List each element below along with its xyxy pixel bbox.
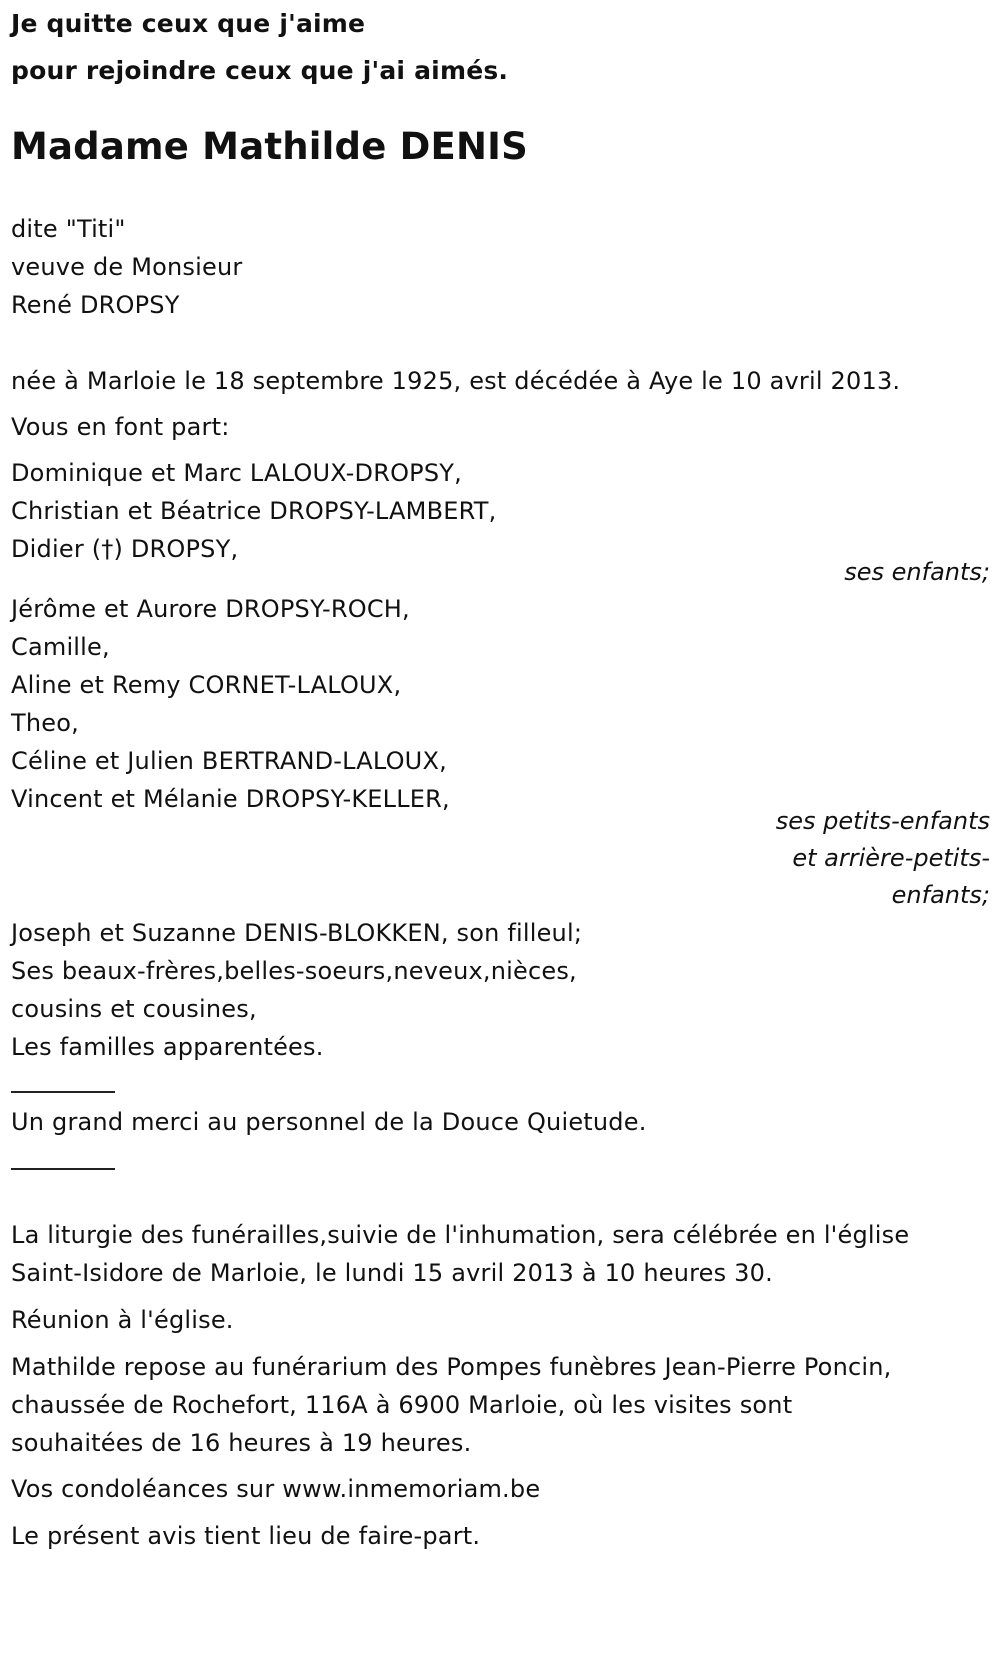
grandchild-name: Vincent et Mélanie DROPSY-KELLER,: [11, 785, 450, 813]
ceremony-line-1: La liturgie des funérailles,suivie de l'inhumation, sera célébrée en l'église: [11, 1221, 910, 1249]
condolences-text: Vos condoléances sur www.inmemoriam.be: [11, 1475, 541, 1503]
child-name: Dominique et Marc LALOUX-DROPSY,: [11, 459, 462, 487]
other-relatives-line: Joseph et Suzanne DENIS-BLOKKEN, son filleul;: [11, 919, 583, 947]
grandchild-name: Camille,: [11, 633, 110, 661]
birth-death-text: née à Marloie le 18 septembre 1925, est décédée à Aye le 10 avril 2013.: [11, 367, 901, 395]
widow-of-line-2: René DROPSY: [11, 291, 180, 319]
widow-of-line-1: veuve de Monsieur: [11, 253, 243, 281]
child-name: Didier (†) DROPSY,: [11, 535, 239, 563]
separator-rule: [11, 1168, 115, 1170]
announcement-intro: Vous en font part:: [11, 413, 230, 441]
thanks-text: Un grand merci au personnel de la Douce Quietude.: [11, 1108, 647, 1136]
quote-line-2: pour rejoindre ceux que j'ai aimés.: [11, 56, 509, 85]
funeral-home-line-1: Mathilde repose au funérarium des Pompes funèbres Jean-Pierre Poncin,: [11, 1353, 892, 1381]
meeting-text: Réunion à l'église.: [11, 1306, 234, 1334]
grandchild-name: Theo,: [11, 709, 79, 737]
quote-line-1: Je quitte ceux que j'aime: [11, 9, 366, 38]
deceased-name: Madame Mathilde DENIS: [11, 125, 528, 168]
grandchildren-label-line: enfants;: [891, 881, 990, 909]
separator-rule: [11, 1091, 115, 1093]
grandchildren-label-line: ses petits-enfants: [775, 807, 990, 835]
funeral-home-line-3: souhaitées de 16 heures à 19 heures.: [11, 1429, 472, 1457]
deceased-nickname: dite "Titi": [11, 215, 126, 243]
grandchild-name: Céline et Julien BERTRAND-LALOUX,: [11, 747, 447, 775]
funeral-home-line-2: chaussée de Rochefort, 116A à 6900 Marloie, où les visites sont: [11, 1391, 793, 1419]
grandchild-name: Aline et Remy CORNET-LALOUX,: [11, 671, 402, 699]
ceremony-line-2: Saint-Isidore de Marloie, le lundi 15 avril 2013 à 10 heures 30.: [11, 1259, 773, 1287]
grandchildren-label-line: et arrière-petits-: [792, 844, 990, 872]
notice-text: Le présent avis tient lieu de faire-part.: [11, 1522, 481, 1550]
grandchild-name: Jérôme et Aurore DROPSY-ROCH,: [11, 595, 410, 623]
other-relatives-line: cousins et cousines,: [11, 995, 257, 1023]
child-name: Christian et Béatrice DROPSY-LAMBERT,: [11, 497, 497, 525]
children-label: ses enfants;: [844, 558, 990, 586]
other-relatives-line: Les familles apparentées.: [11, 1033, 324, 1061]
other-relatives-line: Ses beaux-frères,belles-soeurs,neveux,nièces,: [11, 957, 577, 985]
